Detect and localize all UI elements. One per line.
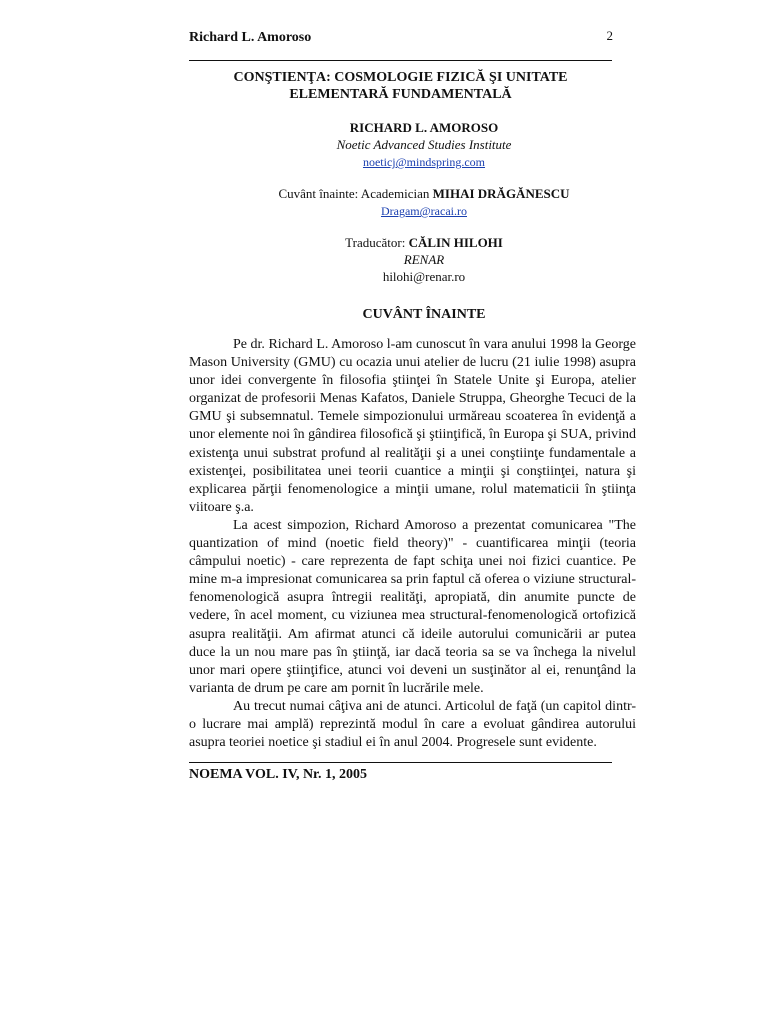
translator-email: hilohi@renar.ro [382, 269, 466, 284]
page-number: 2 [606, 28, 613, 43]
paragraph-3: Au trecut numai câţiva ani de atunci. Articolul de faţă (un capitol dintr-o lucrare mai amplă) reprezintă modul în care a evoluat gândirea autorului asupra teoriei noetice şi stadiul ei în anul 2004. Progresele sunt evidente. [189, 698, 636, 751]
journal-footer: NOEMA VOL. IV, Nr. 1, 2005 [189, 767, 367, 783]
article-title [189, 69, 612, 103]
translator-name: CĂLIN HILOHI [408, 235, 503, 250]
foreword-credit [189, 185, 659, 220]
paragraph-2: La acest simpozion, Richard Amoroso a prezentat comunicarea "The quantization of mind (noetic field theory)" - cuantificarea minţii (teoria câmpului noetic) - care reprezenta de fapt schiţa unei noi fizici cuantice. Pe mine m-a impresionat comunicarea sa prin faptul că oferea o viziune structural-fenomenologică asupra întregii realităţi, apropiată, din anumite puncte de vedere, în acel moment, cu viziunea mea structural-fenomenologică ortofizică asupra realităţii. Am afirmat atunci că ideile autorului comunicării ar putea duce la un nou mare pas în ştiinţă, iar dacă teoria sa se va închega la nivelul unor mari opere ştiinţifice, atunci voi deveni un susţinător al ei, renunţând la varianta de drum pe care am pornit în lucrările mele. [189, 517, 636, 696]
author-email-link[interactable]: noeticj@mindspring.com [362, 155, 486, 169]
running-header [189, 28, 636, 50]
header-rule [189, 60, 612, 61]
document-page [189, 28, 636, 783]
translator-label: Traducător: [345, 235, 409, 250]
title-line-2: ELEMENTARĂ FUNDAMENTALĂ [289, 87, 512, 102]
paragraph-1: Pe dr. Richard L. Amoroso l-am cunoscut în vara anului 1998 la George Mason University (GMU) cu ocazia unui atelier de lucru (21 iulie 1998) asupra unor idei convergente în filosofia ştiinţei în Statele Unite şi Europa, atelier organizat de profesorii Menas Kafatos, Daniele Struppa, Gheorghe Tecuci de la GMU şi subsemnatul. Temele simpozionului urmăreau scoaterea în evidenţă a unor elemente noi în gândirea filosofică şi ştiinţifică, în Europa şi SUA, privind existenţa unui substrat profund al realităţii şi a unei conştiinţe fundamentale a existenţei, posibilitatea unei teorii cuantice a minţii şi conştiinţei, natura şi explicarea părţii fenomenologice a minţii umane, rolul matematicii în ştiinţa viitoare ş.a. [189, 337, 636, 515]
section-title: CUVÂNT ÎNAINTE [362, 307, 486, 322]
author-name: RICHARD L. AMOROSO [349, 120, 499, 135]
foreword-label: Cuvânt înainte: Academician [278, 186, 433, 201]
translator-org: RENAR [403, 252, 445, 267]
translator-credit [189, 234, 659, 285]
body-text [189, 336, 636, 752]
author-institute: Noetic Advanced Studies Institute [336, 137, 512, 152]
foreword-email-link[interactable]: Dragam@racai.ro [380, 204, 467, 218]
author-block [189, 119, 659, 171]
title-line-1: CONŞTIENŢA: COSMOLOGIE FIZICĂ ŞI UNITATE [233, 70, 568, 85]
footer-rule [189, 762, 612, 763]
header-author: Richard L. Amoroso [189, 30, 312, 45]
foreword-author-name: MIHAI DRĂGĂNESCU [432, 186, 570, 201]
